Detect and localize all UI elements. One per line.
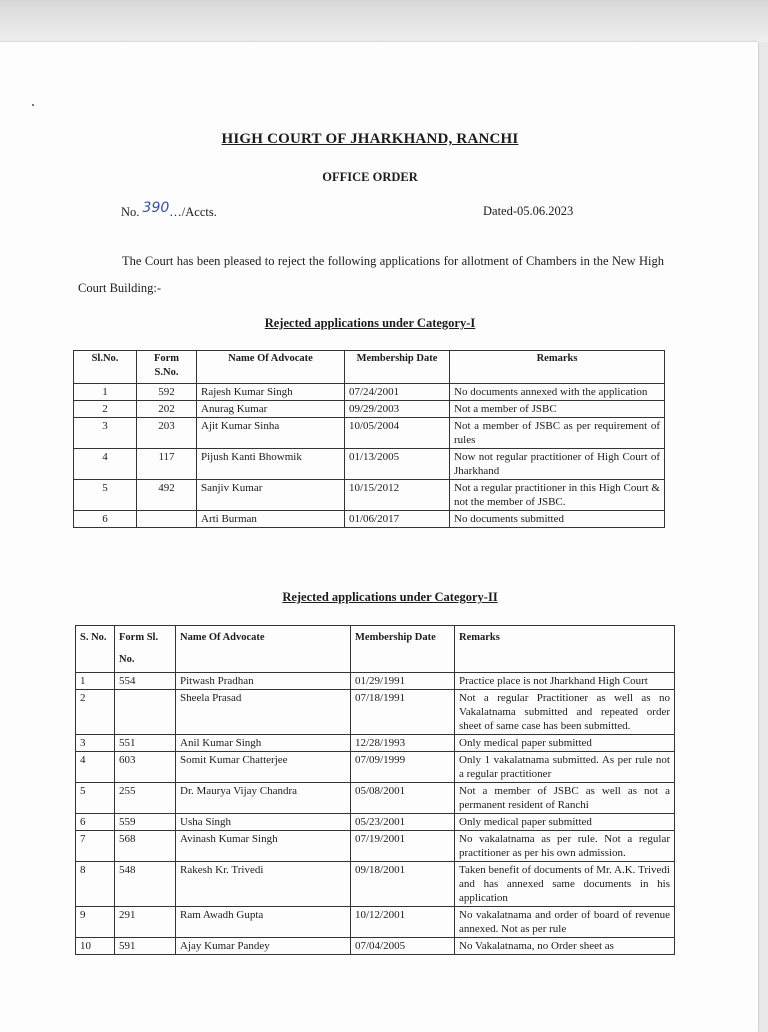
- col-remarks: Remarks: [450, 351, 665, 384]
- cell-date: 10/15/2012: [345, 480, 450, 511]
- cell-form: 551: [115, 735, 176, 752]
- document-page: [0, 42, 758, 1032]
- cell-remarks: Only 1 vakalatnama submitted. As per rule not a regular practitioner: [455, 752, 675, 783]
- category1-heading: Rejected applications under Category-I: [264, 316, 476, 330]
- cell-name: Somit Kumar Chatterjee: [176, 752, 351, 783]
- cell-sl: 5: [74, 480, 137, 511]
- cell-name: Dr. Maurya Vijay Chandra: [176, 783, 351, 814]
- intro-paragraph: The Court has been pleased to reject the following applications for allotment of Chambers in the New High Court Building:-: [78, 254, 664, 295]
- cell-sl: 4: [76, 752, 115, 783]
- col-form-no: Form S.No.: [137, 351, 197, 384]
- cell-date: 01/06/2017: [345, 511, 450, 528]
- cell-sl: 8: [76, 862, 115, 907]
- cell-sl: 3: [76, 735, 115, 752]
- table-row: [74, 384, 665, 401]
- order-date: Dated-05.06.2023: [483, 204, 574, 218]
- table-row: [76, 907, 675, 938]
- cell-remarks: No vakalatnama as per rule. Not a regular practitioner as per his own admission.: [455, 831, 675, 862]
- table-row: [76, 752, 675, 783]
- cell-sl: 3: [74, 418, 137, 449]
- order-number: [121, 200, 217, 220]
- cell-remarks: Not a regular practitioner in this High Court & not the member of JSBC.: [450, 480, 665, 511]
- cell-remarks: Only medical paper submitted: [455, 814, 675, 831]
- table-row: [76, 862, 675, 907]
- col-s-no: S. No.: [76, 626, 115, 673]
- cell-sl: 9: [76, 907, 115, 938]
- cell-form: 591: [115, 938, 176, 955]
- cell-form: [115, 690, 176, 735]
- table-row: [76, 735, 675, 752]
- cell-name: Arti Burman: [197, 511, 345, 528]
- cell-remarks: No vakalatnama and order of board of revenue annexed. Not as per rule: [455, 907, 675, 938]
- cell-name: Sheela Prasad: [176, 690, 351, 735]
- cell-sl: 10: [76, 938, 115, 955]
- table-row: [74, 418, 665, 449]
- table-row: [76, 783, 675, 814]
- cell-name: Usha Singh: [176, 814, 351, 831]
- cell-sl: 4: [74, 449, 137, 480]
- cell-form: [137, 511, 197, 528]
- table-row: [76, 690, 675, 735]
- cell-sl: 5: [76, 783, 115, 814]
- cell-date: 07/04/2005: [351, 938, 455, 955]
- cell-date: 10/05/2004: [345, 418, 450, 449]
- col-name: Name Of Advocate: [176, 626, 351, 673]
- cell-name: Ajay Kumar Pandey: [176, 938, 351, 955]
- cell-form: 559: [115, 814, 176, 831]
- cell-form: 291: [115, 907, 176, 938]
- cell-sl: 7: [76, 831, 115, 862]
- table-row: [74, 480, 665, 511]
- cell-form: 592: [137, 384, 197, 401]
- scan-top-band: [0, 0, 768, 42]
- cell-name: Ram Awadh Gupta: [176, 907, 351, 938]
- table-row: [74, 511, 665, 528]
- cell-sl: 6: [74, 511, 137, 528]
- cell-date: 01/29/1991: [351, 673, 455, 690]
- handwritten-number: 390: [142, 200, 170, 216]
- cell-remarks: Not a member of JSBC: [450, 401, 665, 418]
- order-number-suffix: …/Accts.: [169, 205, 217, 219]
- cell-name: Rajesh Kumar Singh: [197, 384, 345, 401]
- table-row: [76, 673, 675, 690]
- cell-remarks: Taken benefit of documents of Mr. A.K. Trivedi and has annexed same documents in his application: [455, 862, 675, 907]
- col-form-no: Form Sl. No.: [115, 626, 176, 673]
- court-title: HIGH COURT OF JHARKHAND, RANCHI: [221, 131, 519, 147]
- cell-name: Pijush Kanti Bhowmik: [197, 449, 345, 480]
- cell-form: 255: [115, 783, 176, 814]
- cell-sl: 1: [76, 673, 115, 690]
- order-subtitle: OFFICE ORDER: [322, 170, 418, 184]
- table-header-row: [74, 351, 665, 384]
- cell-sl: 2: [76, 690, 115, 735]
- cell-date: 10/12/2001: [351, 907, 455, 938]
- cell-form: 203: [137, 418, 197, 449]
- cell-remarks: Not a member of JSBC as per requirement of rules: [450, 418, 665, 449]
- cell-form: 202: [137, 401, 197, 418]
- cell-name: Avinash Kumar Singh: [176, 831, 351, 862]
- cell-date: 05/08/2001: [351, 783, 455, 814]
- cell-date: 01/13/2005: [345, 449, 450, 480]
- table-row: [74, 449, 665, 480]
- cell-remarks: Not a member of JSBC as well as not a permanent resident of Ranchi: [455, 783, 675, 814]
- category1-table: [73, 350, 665, 528]
- cell-remarks: Not a regular Practitioner as well as no Vakalatnama submitted and repeated order sheet of same case has been submitted.: [455, 690, 675, 735]
- cell-remarks: Only medical paper submitted: [455, 735, 675, 752]
- cell-date: 09/29/2003: [345, 401, 450, 418]
- table-row: [76, 814, 675, 831]
- table-row: [76, 938, 675, 955]
- cell-remarks: No Vakalatnama, no Order sheet as: [455, 938, 675, 955]
- cell-sl: 2: [74, 401, 137, 418]
- col-name: Name Of Advocate: [197, 351, 345, 384]
- category2-table: [75, 625, 675, 955]
- cell-name: Rakesh Kr. Trivedi: [176, 862, 351, 907]
- col-remarks: Remarks: [455, 626, 675, 673]
- cell-remarks: Now not regular practitioner of High Court of Jharkhand: [450, 449, 665, 480]
- table-header-row: [76, 626, 675, 673]
- cell-form: 603: [115, 752, 176, 783]
- col-sl-no: Sl.No.: [74, 351, 137, 384]
- col-membership-date: Membership Date: [345, 351, 450, 384]
- cell-date: 09/18/2001: [351, 862, 455, 907]
- cell-name: Ajit Kumar Sinha: [197, 418, 345, 449]
- cell-form: 548: [115, 862, 176, 907]
- cell-name: Anurag Kumar: [197, 401, 345, 418]
- cell-date: 07/18/1991: [351, 690, 455, 735]
- cell-name: Anil Kumar Singh: [176, 735, 351, 752]
- cell-sl: 6: [76, 814, 115, 831]
- cell-sl: 1: [74, 384, 137, 401]
- col-membership-date: Membership Date: [351, 626, 455, 673]
- scan-speck: [32, 104, 34, 106]
- cell-form: 554: [115, 673, 176, 690]
- table-row: [76, 831, 675, 862]
- cell-name: Pitwash Pradhan: [176, 673, 351, 690]
- cell-form: 117: [137, 449, 197, 480]
- cell-form: 492: [137, 480, 197, 511]
- cell-remarks: No documents submitted: [450, 511, 665, 528]
- cell-remarks: No documents annexed with the application: [450, 384, 665, 401]
- cell-date: 07/19/2001: [351, 831, 455, 862]
- cell-date: 07/09/1999: [351, 752, 455, 783]
- cell-date: 05/23/2001: [351, 814, 455, 831]
- order-number-prefix: No.: [121, 205, 143, 219]
- cell-date: 12/28/1993: [351, 735, 455, 752]
- table-row: [74, 401, 665, 418]
- category2-heading: Rejected applications under Category-II: [282, 590, 498, 604]
- cell-name: Sanjiv Kumar: [197, 480, 345, 511]
- cell-form: 568: [115, 831, 176, 862]
- cell-date: 07/24/2001: [345, 384, 450, 401]
- cell-remarks: Practice place is not Jharkhand High Court: [455, 673, 675, 690]
